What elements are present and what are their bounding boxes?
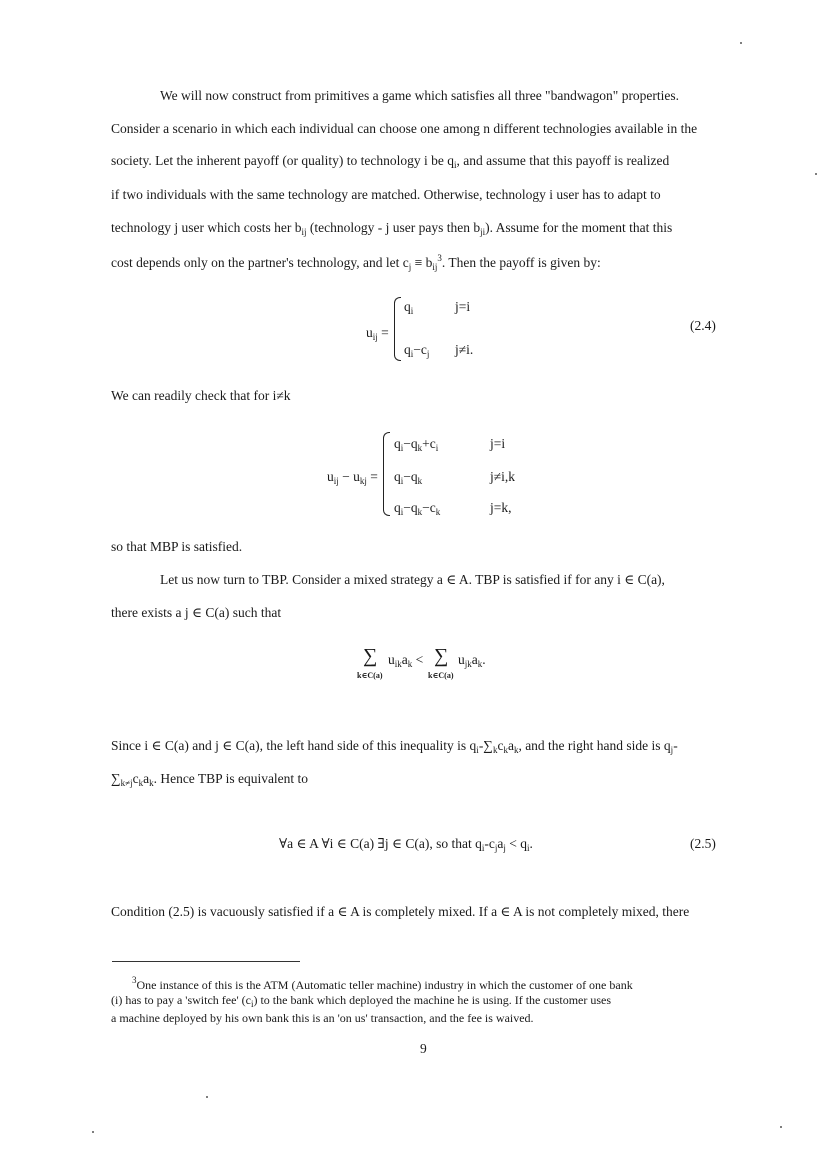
body-line: $\sum_{k\ne j}c_ka_k$. Hence TBP is equivalent to — [111, 771, 309, 788]
eq24-brace — [394, 297, 401, 361]
eq24-case2: $q_i-c_j$ — [404, 342, 430, 359]
eqdiff-brace — [383, 432, 390, 516]
sum-term-right: $u_{jk}a_k$. — [458, 652, 486, 669]
footnote-rule — [112, 961, 300, 962]
eqdiff-case3-cond: j=k, — [490, 500, 512, 515]
body-line: technology j user which costs her $b_{ij}$ (technology - j user pays then $b_{ji}$). Assume for the moment that this — [111, 220, 673, 237]
page-number: 9 — [420, 1041, 427, 1056]
body-line: cost depends only on the partner's technology, and let $c_j \equiv b_{ij}^3$. Then the payoff is given by: — [111, 253, 601, 272]
eqdiff-case2: $q_i-q_k$ — [394, 469, 423, 486]
eqdiff-case1: $q_i-q_k+c_i$ — [394, 436, 439, 453]
equation-number: (2.4) — [690, 318, 716, 333]
eq24-case1: $q_i$ — [404, 299, 414, 316]
eq24-case1-cond: j=i — [455, 299, 471, 314]
body-line: Consider a scenario in which each individual can choose one among n different technologies available in the — [111, 121, 698, 136]
footnote-line: (i) has to pay a 'switch fee' $(c_i)$ to the bank which deployed the machine he is using. If the customer uses — [111, 993, 612, 1009]
scan-speck — [815, 173, 817, 175]
sum-under-left: k∈C(a) — [357, 671, 383, 680]
body-line: We will now construct from primitives a game which satisfies all three "bandwagon" properties. — [160, 88, 680, 103]
scan-speck — [780, 1126, 782, 1128]
body-line: Condition (2.5) is vacuously satisfied if a ∈ A is completely mixed. If a ∈ A is not completely mixed, there — [111, 904, 690, 919]
sum-sigma-left: ∑ — [363, 645, 378, 667]
sum-term-left: $u_{ik}a_k$ < — [388, 652, 424, 669]
eq24-lhs: $u_{ij}$ = — [366, 325, 389, 342]
scan-speck — [206, 1096, 208, 1098]
scan-speck — [92, 1131, 94, 1133]
footnote-line: a machine deployed by his own bank this is an 'on us' transaction, and the fee is waived. — [111, 1011, 534, 1025]
body-line: society. Let the inherent payoff (or quality) to technology i be $q_i$, and assume that this payoff is realized — [111, 153, 670, 170]
equation-number: (2.5) — [690, 836, 716, 851]
eq24-case2-cond: j≠i. — [455, 342, 474, 357]
body-line: if two individuals with the same technology are matched. Otherwise, technology i user has to adapt to — [111, 187, 661, 202]
body-line: so that MBP is satisfied. — [111, 539, 243, 554]
eqdiff-case1-cond: j=i — [490, 436, 506, 451]
eq25-body: ∀a ∈ A ∀i ∈ C(a) ∃j ∈ C(a), so that $q_i-c_ja_j < q_i$. — [279, 836, 533, 853]
eqdiff-lhs: $u_{ij} - u_{kj}$ = — [327, 469, 378, 486]
eqdiff-case2-cond: j≠i,k — [490, 469, 516, 484]
eqdiff-case3: $q_i-q_k-c_k$ — [394, 500, 441, 517]
body-line: We can readily check that for i≠k — [111, 388, 291, 403]
body-line: Let us now turn to TBP. Consider a mixed strategy a ∈ A. TBP is satisfied if for any i ∈ C(a), — [160, 572, 665, 587]
footnote-line: $^3$One instance of this is the ATM (Automatic teller machine) industry in which the customer of one bank — [132, 975, 633, 992]
body-line: there exists a j ∈ C(a) such that — [111, 605, 282, 620]
scan-speck — [740, 42, 742, 44]
sum-under-right: k∈C(a) — [428, 671, 454, 680]
sum-sigma-right: ∑ — [434, 645, 449, 667]
body-line: Since i ∈ C(a) and j ∈ C(a), the left hand side of this inequality is $q_i-\sum_kc_ka_k$, and the right hand side is $q_j-$ — [111, 738, 678, 755]
